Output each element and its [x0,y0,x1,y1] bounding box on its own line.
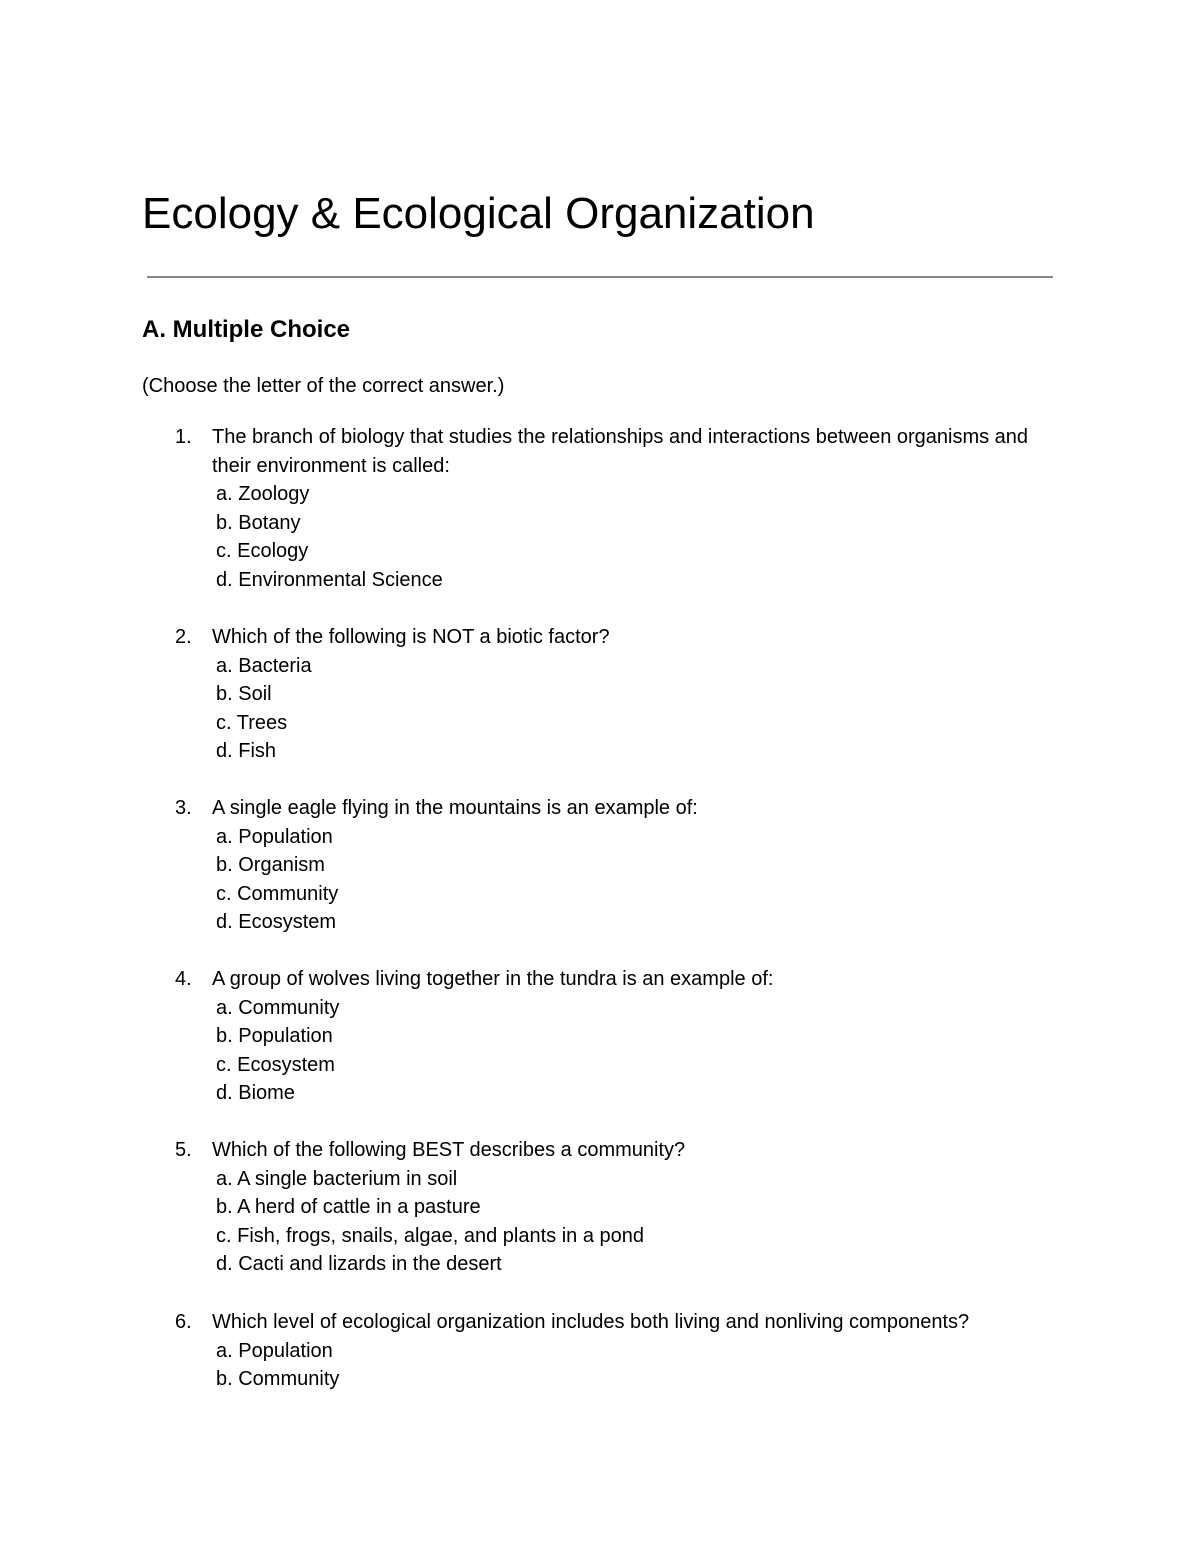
answer-options [212,1165,1062,1279]
answer-option: c. Fish, frogs, snails, algae, and plants in a pond [216,1224,645,1247]
question-number: 5. [175,1139,192,1161]
question-body [212,1136,1062,1279]
question-body [212,965,1062,1108]
answer-options [212,1337,1062,1394]
answer-option: c. Ecosystem [216,1053,335,1076]
question-number: 4. [175,968,192,990]
question-text: The branch of biology that studies the relationships and interactions between organisms and their environment is called: [212,426,1029,477]
answer-option: b. Population [216,1025,333,1047]
section-heading: A. Multiple Choice [142,316,351,343]
question-text: Which of the following is NOT a biotic factor? [212,626,610,648]
answer-option: b. Soil [216,683,272,705]
answer-option: b. Botany [216,511,301,534]
question-number: 1. [175,426,192,448]
question-text: A single eagle flying in the mountains is an example of: [212,797,698,819]
answer-option: d. Cacti and lizards in the desert [216,1253,502,1275]
question-body [212,1308,1062,1394]
answer-option: d. Ecosystem [216,911,337,933]
question-body [212,623,1062,766]
answer-option: c. Community [216,882,339,905]
answer-option: a. Zoology [216,483,310,505]
answer-option: a. Community [216,996,340,1019]
answer-option: c. Ecology [216,540,309,562]
answer-option: a. Bacteria [216,654,312,677]
answer-options [212,994,1062,1108]
answer-option: b. Community [216,1368,340,1390]
answer-option: a. Population [216,825,333,848]
question-number: 3. [175,797,192,819]
answer-option: b. A herd of cattle in a pasture [216,1196,481,1218]
answer-option: a. Population [216,1339,333,1362]
horizontal-divider [147,276,1053,278]
question-text: A group of wolves living together in the tundra is an example of: [212,968,774,990]
question-text: Which level of ecological organization includes both living and nonliving components? [212,1311,970,1333]
answer-options [212,480,1062,594]
question-body [212,423,1062,594]
answer-options [212,823,1062,937]
answer-options [212,652,1062,766]
document-title: Ecology & Ecological Organization [142,189,815,238]
answer-option: d. Biome [216,1082,295,1104]
question-text: Which of the following BEST describes a community? [212,1139,686,1161]
section-instructions: (Choose the letter of the correct answer.) [142,375,505,397]
answer-option: b. Organism [216,854,325,876]
question-body [212,794,1062,937]
answer-option: c. Trees [216,711,288,734]
answer-option: d. Fish [216,740,277,762]
question-number: 6. [175,1311,192,1333]
answer-option: d. Environmental Science [216,568,443,591]
question-number: 2. [175,626,192,648]
answer-option: a. A single bacterium in soil [216,1167,458,1190]
